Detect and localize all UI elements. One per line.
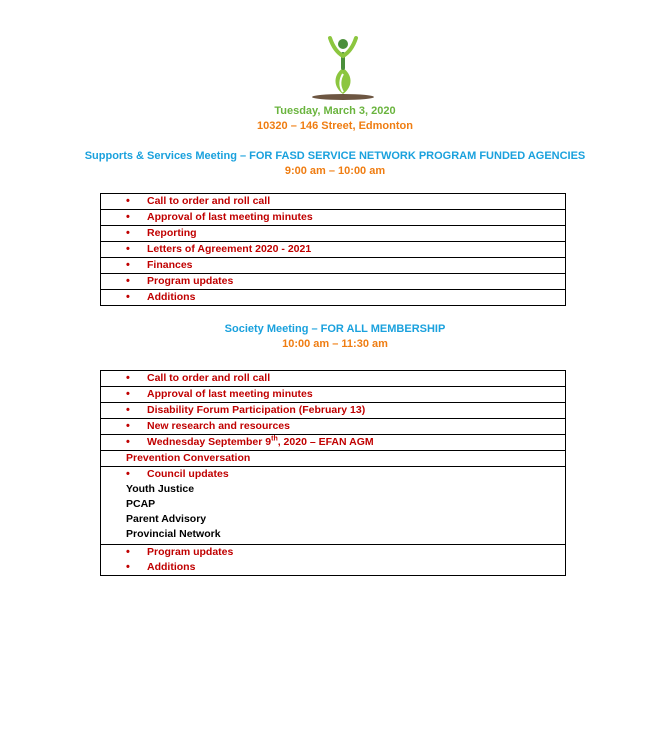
agenda-item-prevention: Prevention Conversation bbox=[101, 451, 565, 467]
meeting-date: Tuesday, March 3, 2020 bbox=[274, 105, 396, 117]
meeting-address: 10320 – 146 Street, Edmonton bbox=[257, 120, 413, 132]
council-subitem: Provincial Network bbox=[126, 528, 221, 540]
sprout-figure-logo bbox=[310, 34, 376, 100]
meeting1-title: Supports & Services Meeting – FOR FASD SERVICE NETWORK PROGRAM FUNDED AGENCIES bbox=[84, 150, 586, 162]
council-subitem: PCAP bbox=[126, 498, 156, 510]
agenda-item: • Approval of last meeting minutes bbox=[101, 210, 565, 226]
meeting2-time: 10:00 am – 11:30 am bbox=[282, 338, 388, 350]
agenda-item: • Program updates bbox=[126, 546, 234, 558]
agenda-item: • Call to order and roll call bbox=[101, 371, 565, 387]
agenda-item: • New research and resources bbox=[101, 419, 565, 435]
agenda-item: • Call to order and roll call bbox=[101, 194, 565, 210]
agenda-item: • Program updates bbox=[101, 274, 565, 290]
meeting2-title: Society Meeting – FOR ALL MEMBERSHIP bbox=[224, 323, 446, 335]
agenda-item: • Letters of Agreement 2020 - 2021 bbox=[101, 242, 565, 258]
agenda-item: • Additions bbox=[101, 290, 565, 306]
meeting1-agenda-table bbox=[100, 193, 566, 306]
meeting2-agenda-table bbox=[100, 370, 566, 576]
agenda-item: • Reporting bbox=[101, 226, 565, 242]
council-updates-block: • Council updates Youth Justice PCAP Parent Advisory Provincial Network bbox=[101, 467, 565, 545]
agenda-item: • Approval of last meeting minutes bbox=[101, 387, 565, 403]
council-subitem: Youth Justice bbox=[126, 483, 195, 495]
agenda-item: • Additions bbox=[101, 560, 565, 576]
council-updates-label: Council updates bbox=[147, 468, 229, 480]
meeting1-time: 9:00 am – 10:00 am bbox=[284, 165, 386, 177]
agenda-item: • Finances bbox=[101, 258, 565, 274]
agenda-item: • Disability Forum Participation (February 13) bbox=[101, 403, 565, 419]
council-subitem: Parent Advisory bbox=[126, 513, 207, 525]
agenda-item-agm: • Wednesday September 9th, 2020 – EFAN AGM bbox=[101, 435, 565, 451]
